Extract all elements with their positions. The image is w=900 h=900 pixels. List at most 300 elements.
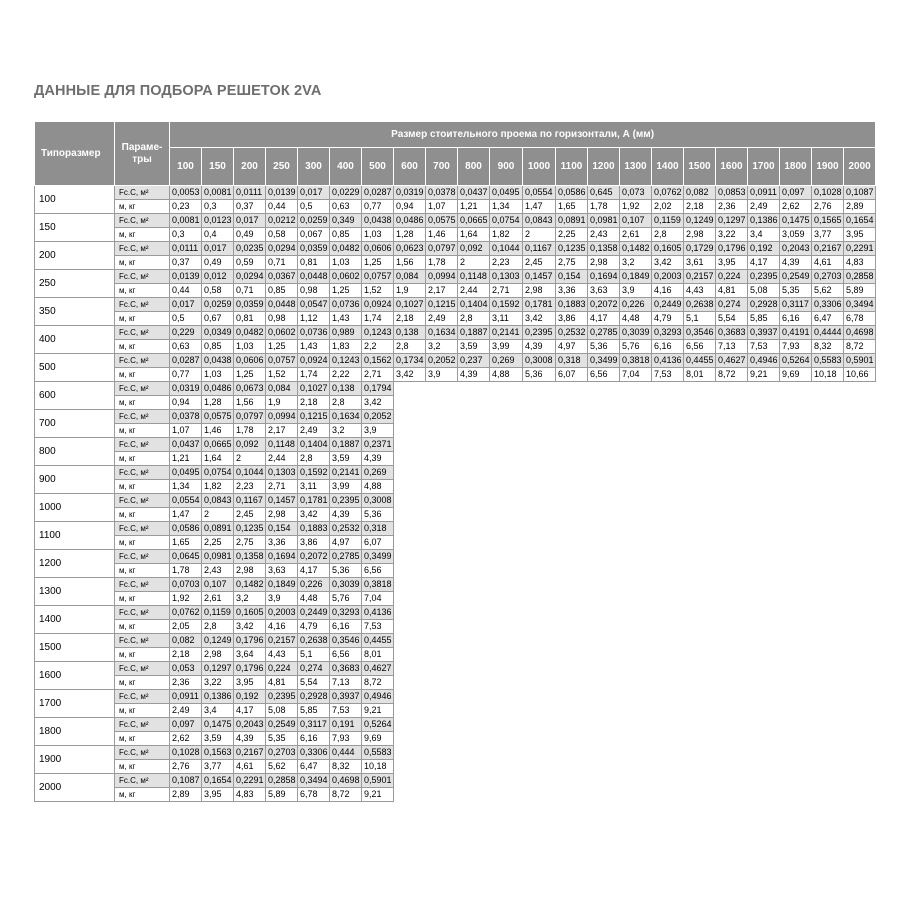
- fc-value-cell: 0,1044: [234, 466, 266, 480]
- column-header-500: 500: [362, 148, 394, 186]
- fc-value-cell: 0,0349: [202, 326, 234, 340]
- fc-value-cell: 0,0139: [266, 186, 298, 200]
- fc-value-cell: 0,3117: [298, 718, 330, 732]
- mass-value-cell: 3,99: [490, 340, 523, 354]
- size-cell: 1000: [35, 494, 115, 522]
- mass-value-cell: 2,23: [490, 256, 523, 270]
- fc-value-cell: 0,0736: [330, 298, 362, 312]
- table-row: [35, 718, 876, 732]
- mass-label-cell: м, кг: [115, 620, 170, 634]
- fc-value-cell: 0,1249: [684, 214, 716, 228]
- mass-value-cell: 3,11: [490, 312, 523, 326]
- fc-value-cell: 0,1694: [588, 270, 620, 284]
- empty-cell: [394, 410, 876, 424]
- fc-value-cell: 0,1562: [362, 354, 394, 368]
- table-row: [35, 704, 876, 718]
- mass-value-cell: 4,61: [234, 760, 266, 774]
- fc-value-cell: 0,0287: [170, 354, 202, 368]
- mass-value-cell: 2,71: [266, 480, 298, 494]
- size-cell: 2000: [35, 774, 115, 802]
- mass-value-cell: 2,45: [523, 256, 556, 270]
- mass-value-cell: 2,8: [202, 620, 234, 634]
- header-params-line1: Параме-: [121, 141, 163, 153]
- fc-value-cell: 0,0843: [523, 214, 556, 228]
- mass-label-cell: м, кг: [115, 648, 170, 662]
- mass-value-cell: 3,63: [266, 564, 298, 578]
- fc-label-cell: Fc.C, м²: [115, 466, 170, 480]
- size-cell: 1300: [35, 578, 115, 606]
- mass-value-cell: 5,76: [330, 592, 362, 606]
- mass-value-cell: 3,95: [716, 256, 748, 270]
- mass-value-cell: 2,43: [588, 228, 620, 242]
- fc-value-cell: 0,1482: [234, 578, 266, 592]
- mass-value-cell: 6,47: [298, 760, 330, 774]
- mass-value-cell: 7,53: [330, 704, 362, 718]
- fc-value-cell: 0,0665: [202, 438, 234, 452]
- fc-value-cell: 0,0924: [362, 298, 394, 312]
- mass-value-cell: 1,28: [394, 228, 426, 242]
- fc-value-cell: 0,2703: [812, 270, 844, 284]
- mass-value-cell: 2: [234, 452, 266, 466]
- table-row: [35, 606, 876, 620]
- fc-value-cell: 0,0287: [362, 186, 394, 200]
- table-row: [35, 746, 876, 760]
- fc-value-cell: 0,4946: [362, 690, 394, 704]
- mass-value-cell: 6,07: [556, 368, 588, 382]
- mass-label-cell: м, кг: [115, 536, 170, 550]
- mass-label-cell: м, кг: [115, 200, 170, 214]
- fc-value-cell: 0,2785: [330, 550, 362, 564]
- size-cell: 800: [35, 438, 115, 466]
- mass-value-cell: 3,4: [202, 704, 234, 718]
- table-row: [35, 256, 876, 270]
- size-cell: 1400: [35, 606, 115, 634]
- table-row: [35, 578, 876, 592]
- mass-value-cell: 1,25: [234, 368, 266, 382]
- table-row: [35, 368, 876, 382]
- table-row: [35, 284, 876, 298]
- fc-value-cell: 0,192: [234, 690, 266, 704]
- mass-value-cell: 2: [458, 256, 490, 270]
- fc-value-cell: 0,3818: [362, 578, 394, 592]
- fc-value-cell: 0,1028: [170, 746, 202, 760]
- fc-value-cell: 0,0437: [170, 438, 202, 452]
- fc-value-cell: 0,0665: [458, 214, 490, 228]
- mass-value-cell: 10,18: [812, 368, 844, 382]
- empty-cell: [394, 564, 876, 578]
- mass-value-cell: 3,22: [202, 676, 234, 690]
- mass-value-cell: 7,93: [330, 732, 362, 746]
- mass-value-cell: 6,56: [588, 368, 620, 382]
- fc-value-cell: 0,4946: [748, 354, 780, 368]
- fc-value-cell: 0,1475: [202, 718, 234, 732]
- column-header-1400: 1400: [652, 148, 684, 186]
- fc-value-cell: 0,2043: [780, 242, 812, 256]
- fc-value-cell: 0,0911: [748, 186, 780, 200]
- fc-value-cell: 0,0367: [266, 270, 298, 284]
- fc-value-cell: 0,4698: [330, 774, 362, 788]
- fc-value-cell: 0,0762: [170, 606, 202, 620]
- mass-value-cell: 1,56: [394, 256, 426, 270]
- fc-value-cell: 0,2928: [748, 298, 780, 312]
- table-row: [35, 298, 876, 312]
- fc-value-cell: 0,4455: [362, 634, 394, 648]
- fc-value-cell: 0,1249: [202, 634, 234, 648]
- mass-value-cell: 3,95: [234, 676, 266, 690]
- fc-value-cell: 0,989: [330, 326, 362, 340]
- mass-value-cell: 4,39: [234, 732, 266, 746]
- fc-value-cell: 0,017: [202, 242, 234, 256]
- mass-value-cell: 3,36: [556, 284, 588, 298]
- fc-value-cell: 0,073: [620, 186, 652, 200]
- fc-label-cell: Fc.C, м²: [115, 550, 170, 564]
- fc-value-cell: 0,1794: [362, 382, 394, 396]
- mass-value-cell: 6,56: [330, 648, 362, 662]
- mass-value-cell: 4,39: [780, 256, 812, 270]
- fc-value-cell: 0,3546: [684, 326, 716, 340]
- mass-value-cell: 1,21: [458, 200, 490, 214]
- fc-label-cell: Fc.C, м²: [115, 326, 170, 340]
- fc-value-cell: 0,1482: [620, 242, 652, 256]
- mass-value-cell: 0,44: [170, 284, 202, 298]
- fc-value-cell: 0,0081: [202, 186, 234, 200]
- mass-value-cell: 4,88: [362, 480, 394, 494]
- fc-value-cell: 0,226: [298, 578, 330, 592]
- fc-value-cell: 0,0754: [202, 466, 234, 480]
- fc-value-cell: 0,053: [170, 662, 202, 676]
- fc-value-cell: 0,0586: [556, 186, 588, 200]
- fc-value-cell: 0,2141: [330, 466, 362, 480]
- mass-value-cell: 2,18: [684, 200, 716, 214]
- mass-value-cell: 6,78: [298, 788, 330, 802]
- empty-cell: [394, 508, 876, 522]
- mass-value-cell: 5,36: [523, 368, 556, 382]
- mass-value-cell: 2,22: [330, 368, 362, 382]
- fc-value-cell: 0,0139: [170, 270, 202, 284]
- fc-value-cell: 0,0235: [234, 242, 266, 256]
- mass-value-cell: 2,36: [716, 200, 748, 214]
- fc-value-cell: 0,0843: [202, 494, 234, 508]
- table-row: [35, 340, 876, 354]
- mass-value-cell: 2,98: [202, 648, 234, 662]
- column-header-1600: 1600: [716, 148, 748, 186]
- fc-value-cell: 0,1243: [330, 354, 362, 368]
- fc-value-cell: 0,0438: [202, 354, 234, 368]
- header-opening-width: Размер стоительного проема по горизонтали, А (мм): [170, 122, 876, 148]
- mass-value-cell: 3,11: [298, 480, 330, 494]
- mass-value-cell: 5,36: [330, 564, 362, 578]
- fc-value-cell: 0,0891: [556, 214, 588, 228]
- mass-value-cell: 3,2: [620, 256, 652, 270]
- mass-value-cell: 0,98: [298, 284, 330, 298]
- mass-value-cell: 2,44: [266, 452, 298, 466]
- column-header-200: 200: [234, 148, 266, 186]
- fc-value-cell: 0,082: [170, 634, 202, 648]
- mass-value-cell: 4,17: [748, 256, 780, 270]
- mass-value-cell: 6,78: [844, 312, 876, 326]
- table-row: [35, 536, 876, 550]
- size-cell: 1800: [35, 718, 115, 746]
- mass-value-cell: 5,89: [266, 788, 298, 802]
- fc-value-cell: 0,4136: [652, 354, 684, 368]
- mass-value-cell: 6,16: [652, 340, 684, 354]
- mass-value-cell: 3,059: [780, 228, 812, 242]
- mass-value-cell: 5,08: [266, 704, 298, 718]
- fc-value-cell: 0,3683: [330, 662, 362, 676]
- table-row: [35, 774, 876, 788]
- mass-label-cell: м, кг: [115, 480, 170, 494]
- mass-value-cell: 8,01: [684, 368, 716, 382]
- mass-value-cell: 1,56: [234, 396, 266, 410]
- mass-value-cell: 8,72: [844, 340, 876, 354]
- fc-value-cell: 0,2291: [234, 774, 266, 788]
- fc-value-cell: 0,5583: [362, 746, 394, 760]
- fc-value-cell: 0,1159: [202, 606, 234, 620]
- mass-value-cell: 4,17: [298, 564, 330, 578]
- fc-value-cell: 0,0754: [490, 214, 523, 228]
- empty-cell: [394, 592, 876, 606]
- fc-value-cell: 0,3499: [362, 550, 394, 564]
- mass-value-cell: 0,58: [202, 284, 234, 298]
- mass-value-cell: 4,81: [716, 284, 748, 298]
- fc-value-cell: 0,0911: [170, 690, 202, 704]
- mass-value-cell: 7,13: [716, 340, 748, 354]
- fc-value-cell: 0,2072: [588, 298, 620, 312]
- column-header-1500: 1500: [684, 148, 716, 186]
- mass-label-cell: м, кг: [115, 368, 170, 382]
- table-row: [35, 648, 876, 662]
- table-row: [35, 228, 876, 242]
- fc-value-cell: 0,0602: [330, 270, 362, 284]
- fc-label-cell: Fc.C, м²: [115, 214, 170, 228]
- table-row: [35, 690, 876, 704]
- table-row: [35, 564, 876, 578]
- mass-value-cell: 0,3: [202, 200, 234, 214]
- mass-value-cell: 1,52: [362, 284, 394, 298]
- fc-value-cell: 0,1457: [266, 494, 298, 508]
- fc-value-cell: 0,0762: [652, 186, 684, 200]
- fc-value-cell: 0,2395: [523, 326, 556, 340]
- mass-value-cell: 4,39: [523, 340, 556, 354]
- mass-label-cell: м, кг: [115, 508, 170, 522]
- mass-value-cell: 1,03: [234, 340, 266, 354]
- mass-value-cell: 2,17: [426, 284, 458, 298]
- mass-value-cell: 5,1: [684, 312, 716, 326]
- mass-value-cell: 3,9: [362, 424, 394, 438]
- empty-cell: [394, 676, 876, 690]
- mass-label-cell: м, кг: [115, 592, 170, 606]
- fc-value-cell: 0,0623: [394, 242, 426, 256]
- fc-value-cell: 0,0229: [330, 186, 362, 200]
- fc-label-cell: Fc.C, м²: [115, 270, 170, 284]
- fc-value-cell: 0,229: [170, 326, 202, 340]
- column-header-700: 700: [426, 148, 458, 186]
- column-header-150: 150: [202, 148, 234, 186]
- fc-value-cell: 0,1148: [458, 270, 490, 284]
- mass-value-cell: 2,71: [362, 368, 394, 382]
- size-cell: 400: [35, 326, 115, 354]
- fc-value-cell: 0,4627: [716, 354, 748, 368]
- mass-value-cell: 3,64: [234, 648, 266, 662]
- fc-value-cell: 0,0437: [458, 186, 490, 200]
- fc-value-cell: 0,3937: [748, 326, 780, 340]
- mass-value-cell: 7,53: [362, 620, 394, 634]
- fc-value-cell: 0,2532: [330, 522, 362, 536]
- column-header-1900: 1900: [812, 148, 844, 186]
- table-row: [35, 242, 876, 256]
- fc-value-cell: 0,0586: [170, 522, 202, 536]
- fc-value-cell: 0,318: [556, 354, 588, 368]
- fc-value-cell: 0,1592: [490, 298, 523, 312]
- fc-value-cell: 0,2395: [748, 270, 780, 284]
- mass-value-cell: 0,71: [234, 284, 266, 298]
- empty-cell: [394, 760, 876, 774]
- fc-value-cell: 0,0378: [170, 410, 202, 424]
- fc-value-cell: 0,1404: [458, 298, 490, 312]
- mass-value-cell: 0,67: [202, 312, 234, 326]
- mass-value-cell: 0,94: [394, 200, 426, 214]
- mass-label-cell: м, кг: [115, 256, 170, 270]
- mass-value-cell: 5,89: [844, 284, 876, 298]
- mass-value-cell: 5,1: [298, 648, 330, 662]
- fc-label-cell: Fc.C, м²: [115, 634, 170, 648]
- mass-value-cell: 1,25: [330, 284, 362, 298]
- fc-label-cell: Fc.C, м²: [115, 662, 170, 676]
- mass-value-cell: 3,2: [234, 592, 266, 606]
- mass-value-cell: 1,78: [170, 564, 202, 578]
- mass-value-cell: 9,21: [748, 368, 780, 382]
- table-row: [35, 214, 876, 228]
- mass-value-cell: 6,16: [298, 732, 330, 746]
- mass-label-cell: м, кг: [115, 396, 170, 410]
- fc-value-cell: 0,4136: [362, 606, 394, 620]
- fc-value-cell: 0,349: [330, 214, 362, 228]
- mass-value-cell: 9,69: [780, 368, 812, 382]
- fc-value-cell: 0,3937: [330, 690, 362, 704]
- fc-value-cell: 0,107: [202, 578, 234, 592]
- fc-value-cell: 0,0053: [170, 186, 202, 200]
- fc-value-cell: 0,0606: [362, 242, 394, 256]
- table-row: [35, 508, 876, 522]
- mass-value-cell: 4,88: [490, 368, 523, 382]
- mass-value-cell: 8,32: [330, 760, 362, 774]
- fc-value-cell: 0,2858: [844, 270, 876, 284]
- column-header-300: 300: [298, 148, 330, 186]
- mass-value-cell: 2,89: [844, 200, 876, 214]
- mass-value-cell: 8,32: [812, 340, 844, 354]
- fc-value-cell: 0,0359: [234, 298, 266, 312]
- mass-value-cell: 4,39: [458, 368, 490, 382]
- mass-value-cell: 2,49: [298, 424, 330, 438]
- mass-label-cell: м, кг: [115, 704, 170, 718]
- size-cell: 700: [35, 410, 115, 438]
- mass-value-cell: 3,36: [266, 536, 298, 550]
- mass-value-cell: 1,65: [170, 536, 202, 550]
- table-row: [35, 676, 876, 690]
- empty-cell: [394, 718, 876, 732]
- fc-value-cell: 0,1634: [426, 326, 458, 340]
- table-row: [35, 326, 876, 340]
- table-row: [35, 494, 876, 508]
- fc-value-cell: 0,1148: [266, 438, 298, 452]
- fc-value-cell: 0,1159: [652, 214, 684, 228]
- fc-value-cell: 0,3306: [812, 298, 844, 312]
- fc-value-cell: 0,3494: [844, 298, 876, 312]
- mass-value-cell: 0,63: [170, 340, 202, 354]
- fc-value-cell: 0,0994: [266, 410, 298, 424]
- fc-value-cell: 0,2395: [330, 494, 362, 508]
- fc-value-cell: 0,1887: [458, 326, 490, 340]
- mass-value-cell: 5,76: [620, 340, 652, 354]
- table-row: [35, 312, 876, 326]
- fc-value-cell: 0,1087: [844, 186, 876, 200]
- table-row: [35, 466, 876, 480]
- mass-value-cell: 2,62: [170, 732, 202, 746]
- fc-value-cell: 0,2003: [266, 606, 298, 620]
- fc-value-cell: 0,5583: [812, 354, 844, 368]
- fc-value-cell: 0,138: [330, 382, 362, 396]
- mass-value-cell: 0,71: [266, 256, 298, 270]
- fc-value-cell: 0,1887: [330, 438, 362, 452]
- mass-value-cell: 5,36: [588, 340, 620, 354]
- mass-value-cell: 5,85: [298, 704, 330, 718]
- fc-value-cell: 0,092: [458, 242, 490, 256]
- empty-cell: [394, 690, 876, 704]
- fc-value-cell: 0,0294: [234, 270, 266, 284]
- mass-value-cell: 3,42: [523, 312, 556, 326]
- fc-value-cell: 0,3008: [362, 494, 394, 508]
- fc-value-cell: 0,0378: [426, 186, 458, 200]
- mass-label-cell: м, кг: [115, 284, 170, 298]
- size-cell: 600: [35, 382, 115, 410]
- fc-value-cell: 0,0606: [234, 354, 266, 368]
- empty-cell: [394, 620, 876, 634]
- mass-value-cell: 1,9: [266, 396, 298, 410]
- fc-value-cell: 0,1215: [426, 298, 458, 312]
- fc-value-cell: 0,0575: [202, 410, 234, 424]
- fc-value-cell: 0,2549: [266, 718, 298, 732]
- fc-value-cell: 0,097: [170, 718, 202, 732]
- mass-value-cell: 5,54: [716, 312, 748, 326]
- fc-value-cell: 0,107: [620, 214, 652, 228]
- fc-value-cell: 0,269: [490, 354, 523, 368]
- fc-value-cell: 0,274: [716, 298, 748, 312]
- column-header-250: 250: [266, 148, 298, 186]
- selection-table: [34, 121, 876, 802]
- mass-value-cell: 1,03: [330, 256, 362, 270]
- fc-value-cell: 0,3306: [298, 746, 330, 760]
- mass-value-cell: 4,97: [556, 340, 588, 354]
- fc-value-cell: 0,3293: [330, 606, 362, 620]
- fc-value-cell: 0,1734: [394, 354, 426, 368]
- mass-value-cell: 1,46: [426, 228, 458, 242]
- mass-value-cell: 10,18: [362, 760, 394, 774]
- table-row: [35, 354, 876, 368]
- fc-value-cell: 0,1028: [812, 186, 844, 200]
- fc-value-cell: 0,2785: [588, 326, 620, 340]
- fc-value-cell: 0,2858: [266, 774, 298, 788]
- mass-value-cell: 7,93: [780, 340, 812, 354]
- size-cell: 150: [35, 214, 115, 242]
- empty-cell: [394, 648, 876, 662]
- mass-value-cell: 2,2: [362, 340, 394, 354]
- mass-value-cell: 2,18: [170, 648, 202, 662]
- size-cell: 100: [35, 186, 115, 214]
- table-row: [35, 186, 876, 200]
- fc-value-cell: 0,3546: [330, 634, 362, 648]
- fc-value-cell: 0,3039: [330, 578, 362, 592]
- mass-value-cell: 4,17: [234, 704, 266, 718]
